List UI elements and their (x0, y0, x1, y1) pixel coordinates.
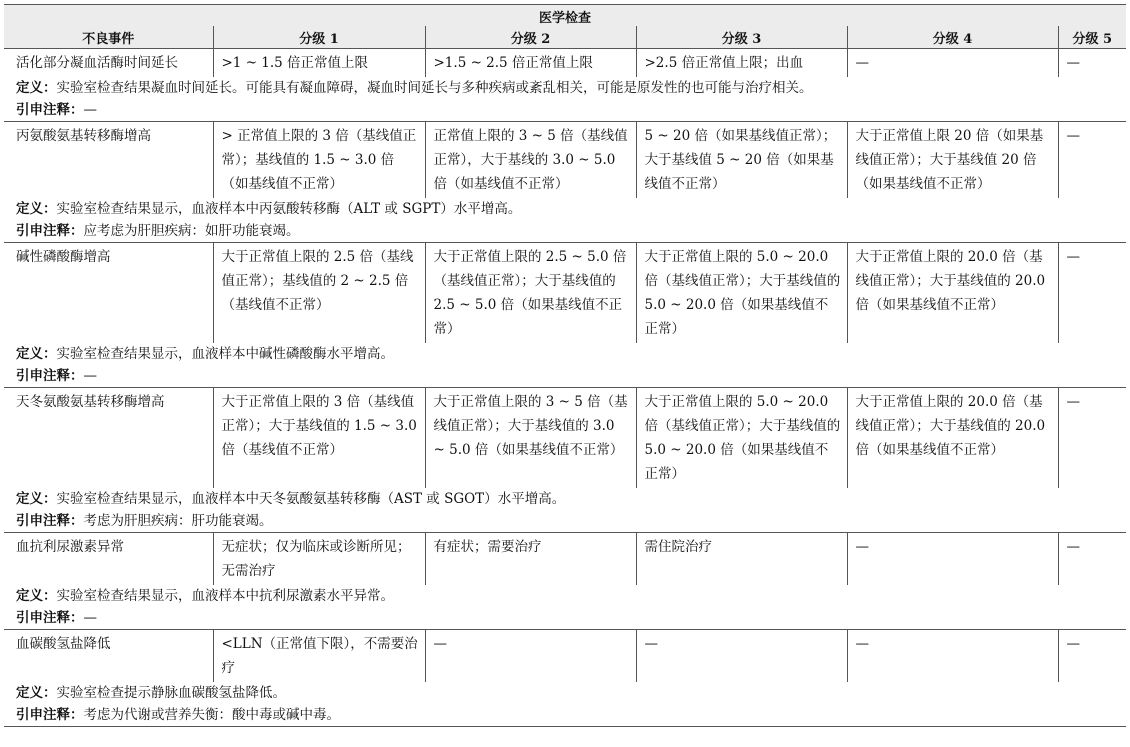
grading-table-container (4, 4, 1126, 727)
note-value: 考虑为肝胆疾病：肝功能衰竭。 (83, 513, 273, 529)
definition-row (4, 198, 1126, 220)
note-row (4, 365, 1126, 388)
note-value: — (83, 368, 97, 384)
grade-5-cell: — (1058, 243, 1126, 344)
definition-text (4, 343, 1126, 365)
grade-4-cell: — (847, 533, 1058, 586)
grade-5-cell: — (1058, 630, 1126, 683)
note-value: — (83, 102, 97, 118)
adverse-event-grading-table (4, 4, 1126, 727)
definition-label: 定义： (16, 588, 57, 604)
definition-label: 定义： (16, 201, 57, 217)
adverse-event-name: 天冬氨酸氨基转移酶增高 (4, 388, 213, 489)
definition-value: 实验室检查提示静脉血碳酸氢盐降低。 (56, 685, 286, 701)
grade-4-cell: 大于正常值上限的 20.0 倍（基线值正常）；大于基线值的 20.0 倍（如果基线值不正常） (847, 243, 1058, 344)
note-value: — (83, 610, 97, 626)
grade-2-cell: 有症状；需要治疗 (425, 533, 636, 586)
table-title: 医学检查 (4, 5, 1126, 27)
grade-4-cell: 大于正常值上限 20 倍（如果基线值正常）；大于基线值 20 倍（如果基线值不正常） (847, 122, 1058, 199)
definition-label: 定义： (16, 685, 57, 701)
note-row (4, 704, 1126, 727)
note-value: 应考虑为肝胆疾病：如肝功能衰竭。 (83, 223, 300, 239)
note-label: 引申注释： (16, 707, 84, 723)
definition-text (4, 77, 1126, 99)
table-body (4, 49, 1126, 727)
note-text (4, 704, 1126, 727)
grade-2-cell: — (425, 630, 636, 683)
grade-2-cell: 大于正常值上限的 2.5 ~ 5.0 倍（基线值正常）；大于基线值的 2.5 ~ 5.0 倍（如果基线值不正常） (425, 243, 636, 344)
definition-value: 实验室检查结果显示，血液样本中天冬氨酸氨基转移酶（AST 或 SGOT）水平增高。 (56, 491, 566, 507)
table-row (4, 122, 1126, 199)
grade-1-cell: 大于正常值上限的 2.5 倍（基线值正常）；基线值的 2 ~ 2.5 倍（基线值不正常） (213, 243, 425, 344)
grade-1-cell: >1 ~ 1.5 倍正常值上限 (213, 49, 425, 78)
table-row (4, 388, 1126, 489)
grade-3-cell: 大于正常值上限的 5.0 ~ 20.0 倍（基线值正常）；大于基线值的 5.0 ~ 20.0 倍（如果基线值不正常） (636, 388, 847, 489)
grade-4-cell: — (847, 49, 1058, 78)
definition-label: 定义： (16, 80, 57, 96)
definition-value: 实验室检查结果凝血时间延长。可能具有凝血障碍，凝血时间延长与多种疾病或紊乱相关，可能是原发性的也可能与治疗相关。 (56, 80, 813, 96)
adverse-event-name: 血碳酸氢盐降低 (4, 630, 213, 683)
definition-row (4, 343, 1126, 365)
adverse-event-name: 碱性磷酸酶增高 (4, 243, 213, 344)
grade-2-cell: 大于正常值上限的 3 ~ 5 倍（基线值正常）；大于基线值的 3.0 ~ 5.0 倍（如果基线值不正常） (425, 388, 636, 489)
definition-text (4, 682, 1126, 704)
note-label: 引申注释： (16, 610, 84, 626)
definition-value: 实验室检查结果显示，血液样本中抗利尿激素水平异常。 (56, 588, 394, 604)
grade-2-cell: >1.5 ~ 2.5 倍正常值上限 (425, 49, 636, 78)
table-row (4, 243, 1126, 344)
grade-3-cell: 5 ~ 20 倍（如果基线值正常）；大于基线值 5 ~ 20 倍（如果基线值不正常） (636, 122, 847, 199)
note-label: 引申注释： (16, 102, 84, 118)
column-header-grade-3: 分级 3 (636, 26, 847, 49)
grade-1-cell: > 正常值上限的 3 倍（基线值正常）；基线值的 1.5 ~ 3.0 倍（如基线值不正常） (213, 122, 425, 199)
column-header-grade-4: 分级 4 (847, 26, 1058, 49)
note-text (4, 99, 1126, 122)
note-text (4, 510, 1126, 533)
grade-3-cell: 大于正常值上限的 5.0 ~ 20.0 倍（基线值正常）；大于基线值的 5.0 ~ 20.0 倍（如果基线值不正常） (636, 243, 847, 344)
definition-value: 实验室检查结果显示，血液样本中碱性磷酸酶水平增高。 (56, 346, 394, 362)
grade-3-cell: 需住院治疗 (636, 533, 847, 586)
note-text (4, 607, 1126, 630)
definition-row (4, 682, 1126, 704)
grade-2-cell: 正常值上限的 3 ~ 5 倍（基线值正常），大于基线的 3.0 ~ 5.0 倍（如基线值不正常） (425, 122, 636, 199)
definition-text (4, 585, 1126, 607)
table-row (4, 630, 1126, 683)
adverse-event-name: 丙氨酸氨基转移酶增高 (4, 122, 213, 199)
grade-4-cell: 大于正常值上限的 20.0 倍（基线值正常）；大于基线值的 20.0 倍（如果基线值不正常） (847, 388, 1058, 489)
column-header-grade-1: 分级 1 (213, 26, 425, 49)
grade-5-cell: — (1058, 388, 1126, 489)
definition-row (4, 585, 1126, 607)
definition-text (4, 488, 1126, 510)
note-value: 考虑为代谢或营养失衡：酸中毒或碱中毒。 (83, 707, 340, 723)
note-row (4, 220, 1126, 243)
note-row (4, 607, 1126, 630)
grade-1-cell: <LLN（正常值下限），不需要治疗 (213, 630, 425, 683)
grade-5-cell: — (1058, 533, 1126, 586)
note-row (4, 510, 1126, 533)
definition-row (4, 488, 1126, 510)
grade-3-cell: >2.5 倍正常值上限；出血 (636, 49, 847, 78)
grade-3-cell: — (636, 630, 847, 683)
note-label: 引申注释： (16, 223, 84, 239)
grade-1-cell: 无症状；仅为临床或诊断所见；无需治疗 (213, 533, 425, 586)
column-header-grade-2: 分级 2 (425, 26, 636, 49)
adverse-event-name: 活化部分凝血活酶时间延长 (16, 55, 178, 71)
grade-4-cell: — (847, 630, 1058, 683)
definition-row (4, 77, 1126, 99)
table-row (4, 533, 1126, 586)
note-row (4, 99, 1126, 122)
note-label: 引申注释： (16, 368, 84, 384)
column-header-event: 不良事件 (4, 26, 213, 49)
table-row (4, 49, 1126, 78)
definition-text (4, 198, 1126, 220)
note-text (4, 365, 1126, 388)
grade-1-cell: 大于正常值上限的 3 倍（基线值正常）；大于基线值的 1.5 ~ 3.0 倍（基线值不正常） (213, 388, 425, 489)
note-text (4, 220, 1126, 243)
grade-5-cell: — (1058, 49, 1126, 78)
definition-value: 实验室检查结果显示，血液样本中丙氨酸转移酶（ALT 或 SGPT）水平增高。 (56, 201, 522, 217)
grade-5-cell: — (1058, 122, 1126, 199)
definition-label: 定义： (16, 346, 57, 362)
note-label: 引申注释： (16, 513, 84, 529)
definition-label: 定义： (16, 491, 57, 507)
adverse-event-name: 血抗利尿激素异常 (4, 533, 213, 586)
column-header-grade-5: 分级 5 (1058, 26, 1126, 49)
